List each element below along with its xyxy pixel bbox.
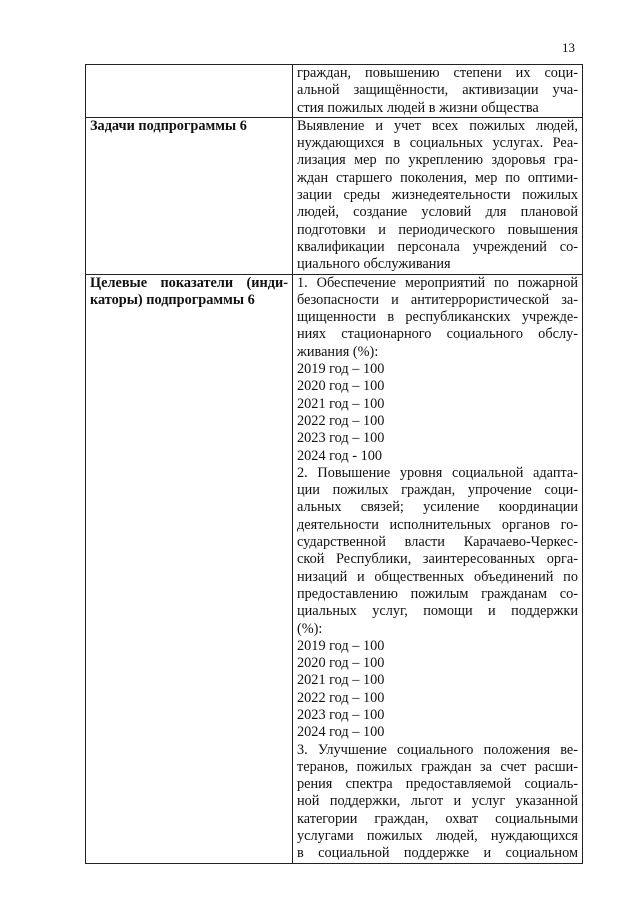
table-row: [86, 65, 583, 118]
label-text: Задачи подпрограммы 6: [90, 117, 247, 134]
year-value: 2020 год – 100: [297, 655, 385, 672]
text-line: квалификации персонала учреждений со-: [297, 238, 578, 255]
text-line: (%):: [297, 620, 323, 637]
year-value: 2020 год – 100: [297, 378, 385, 395]
text-line: Выявление и учет всех пожилых людей,: [297, 117, 578, 134]
text-line: нуждающихся в социальных услугах. Реа-: [297, 135, 578, 152]
year-value: 2022 год – 100: [297, 689, 385, 706]
text-line: категории граждан, охват социальными: [297, 810, 578, 827]
row-content-indicators: [293, 274, 583, 863]
text-line: ной поддержки, льгот и услуг указанной: [297, 793, 578, 810]
text-line: 1. Обеспечение мероприятий по пожарной: [297, 274, 578, 291]
row-label-empty: [86, 65, 293, 118]
text-line: сударственной власти Карачаево-Черкес-: [297, 534, 578, 551]
text-line: услугами пожилых людей, нуждающихся: [297, 828, 578, 845]
text-line: стия пожилых людей в жизни общества: [297, 99, 539, 116]
row-label-indicators: [86, 274, 293, 863]
text-line: циальных услуг, помощи и поддержки: [297, 603, 578, 620]
text-line: ской Республики, заинтересованных орга-: [297, 551, 578, 568]
text-line: теранов, пожилых граждан за счет расши-: [297, 758, 578, 775]
year-value: 2021 год – 100: [297, 395, 385, 412]
text-line: ждан старшего поколения, мер по оптими-: [297, 169, 578, 186]
label-text: Целевые показатели (инди-: [90, 274, 288, 291]
text-line: подготовки и периодического повышения: [297, 221, 578, 238]
text-line: деятельности исполнительных органов го-: [297, 516, 578, 533]
text-line: в социальной поддержке и социальном: [297, 845, 578, 862]
table-row: [86, 274, 583, 863]
text-line: ниях стационарного социального обслу-: [297, 326, 578, 343]
year-value: 2024 год - 100: [297, 447, 383, 464]
label-text: каторы) подпрограммы 6: [90, 291, 255, 308]
year-value: 2022 год – 100: [297, 412, 385, 429]
row-content-goals-continued: [293, 65, 583, 118]
page-number: 13: [562, 40, 575, 55]
indicator-2: [297, 465, 578, 742]
indicator-3: [297, 742, 578, 863]
text-line: 2. Повышение уровня социальной адапта-: [297, 464, 578, 481]
text-line: людей, создание условий для плановой: [297, 204, 578, 221]
text-line: рения спектра предоставляемой социаль-: [297, 776, 578, 793]
year-value: 2019 год – 100: [297, 637, 385, 654]
row-label-tasks: [86, 117, 293, 274]
text-line: предоставлению пожилым гражданам со-: [297, 585, 578, 602]
text-line: низаций и общественных объединений по: [297, 568, 578, 585]
text-line: ции пожилых граждан, упрочение соци-: [297, 482, 578, 499]
passport-table: [85, 64, 583, 864]
text-line: граждан, повышению степени их соци-: [297, 65, 578, 81]
text-line: лизация мер по укреплению здоровья гра-: [297, 152, 578, 169]
row-content-tasks: [293, 117, 583, 274]
text-line: живания (%):: [297, 343, 379, 360]
year-value: 2023 год – 100: [297, 706, 385, 723]
year-value: 2019 год – 100: [297, 361, 385, 378]
text-line: безопасности и антитеррористической за-: [297, 291, 578, 308]
text-line: зации среды жизнедеятельности пожилых: [297, 187, 578, 204]
text-line: альных связей; усиление координации: [297, 499, 578, 516]
text-line: альной защищённости, активизации уча-: [297, 82, 578, 99]
text-line: щищенности в республиканских учрежде-: [297, 309, 578, 326]
year-value: 2021 год – 100: [297, 672, 385, 689]
indicator-1: [297, 275, 578, 465]
text-line: циального обслуживания: [297, 256, 451, 273]
text-line: 3. Улучшение социального положения ве-: [297, 741, 578, 758]
year-value: 2024 год – 100: [297, 724, 385, 741]
year-value: 2023 год – 100: [297, 430, 385, 447]
table-row: [86, 117, 583, 274]
